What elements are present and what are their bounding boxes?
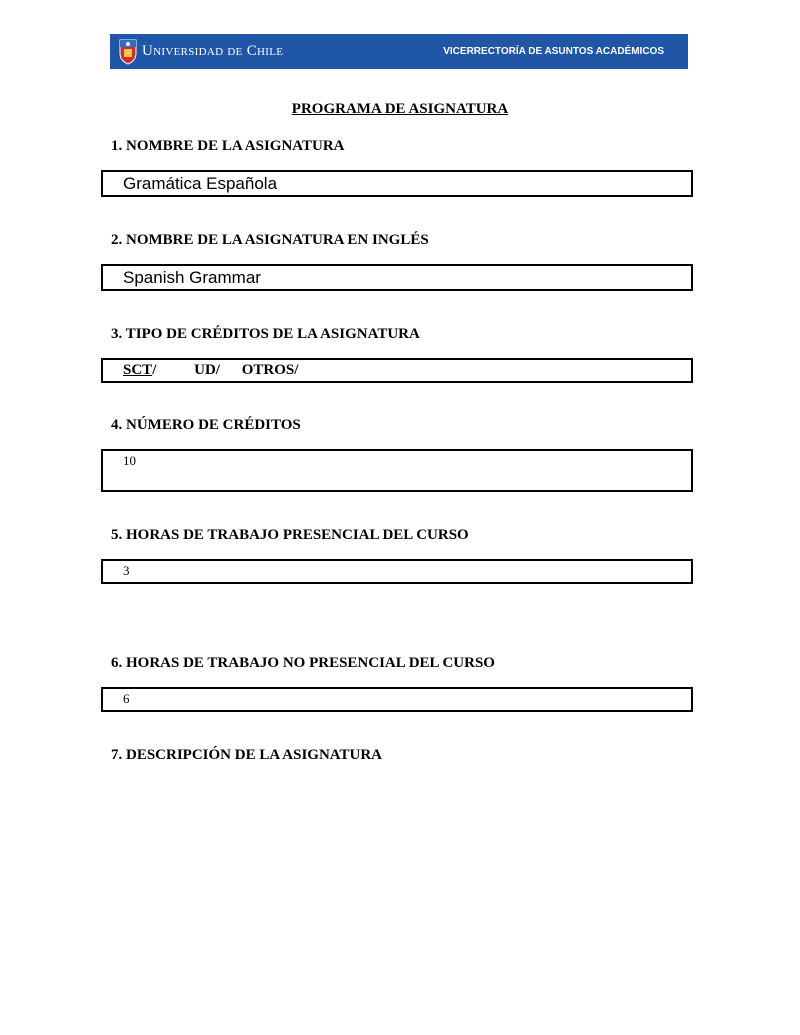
course-name-value: Gramática Española <box>123 174 278 193</box>
credit-type-field <box>101 358 693 383</box>
university-name: Universidad de Chile <box>142 43 284 59</box>
credit-type-sct: SCT <box>123 362 153 378</box>
office-name: VICERRECTORÍA DE ASUNTOS ACADÉMICOS <box>443 46 664 57</box>
section-2-heading: 2. NOMBRE DE LA ASIGNATURA EN INGLÉS <box>111 232 429 248</box>
section-6-heading: 6. HORAS DE TRABAJO NO PRESENCIAL DEL CURSO <box>111 655 495 671</box>
non-contact-hours-value: 6 <box>123 691 130 706</box>
course-name-field <box>101 170 693 197</box>
credit-number-field <box>101 449 693 492</box>
course-name-english-field <box>101 264 693 291</box>
header-banner <box>110 34 688 69</box>
course-name-english-value: Spanish Grammar <box>123 268 261 287</box>
contact-hours-value: 3 <box>123 563 130 578</box>
page-title: PROGRAMA DE ASIGNATURA <box>291 101 509 117</box>
section-4-heading: 4. NÚMERO DE CRÉDITOS <box>111 417 301 433</box>
credit-type-otros: OTROS/ <box>241 362 299 378</box>
credit-type-sct-slash: / <box>152 362 157 378</box>
non-contact-hours-field <box>101 687 693 712</box>
contact-hours-field <box>101 559 693 584</box>
section-3-heading: 3. TIPO DE CRÉDITOS DE LA ASIGNATURA <box>111 326 420 342</box>
university-crest-icon <box>118 38 138 65</box>
credit-type-ud: UD/ <box>194 362 220 378</box>
credit-number-value: 10 <box>123 453 136 468</box>
section-7-heading: 7. DESCRIPCIÓN DE LA ASIGNATURA <box>111 747 383 763</box>
credit-type-options <box>123 362 298 379</box>
section-5-heading: 5. HORAS DE TRABAJO PRESENCIAL DEL CURSO <box>111 527 469 543</box>
section-1-heading: 1. NOMBRE DE LA ASIGNATURA <box>111 138 345 154</box>
